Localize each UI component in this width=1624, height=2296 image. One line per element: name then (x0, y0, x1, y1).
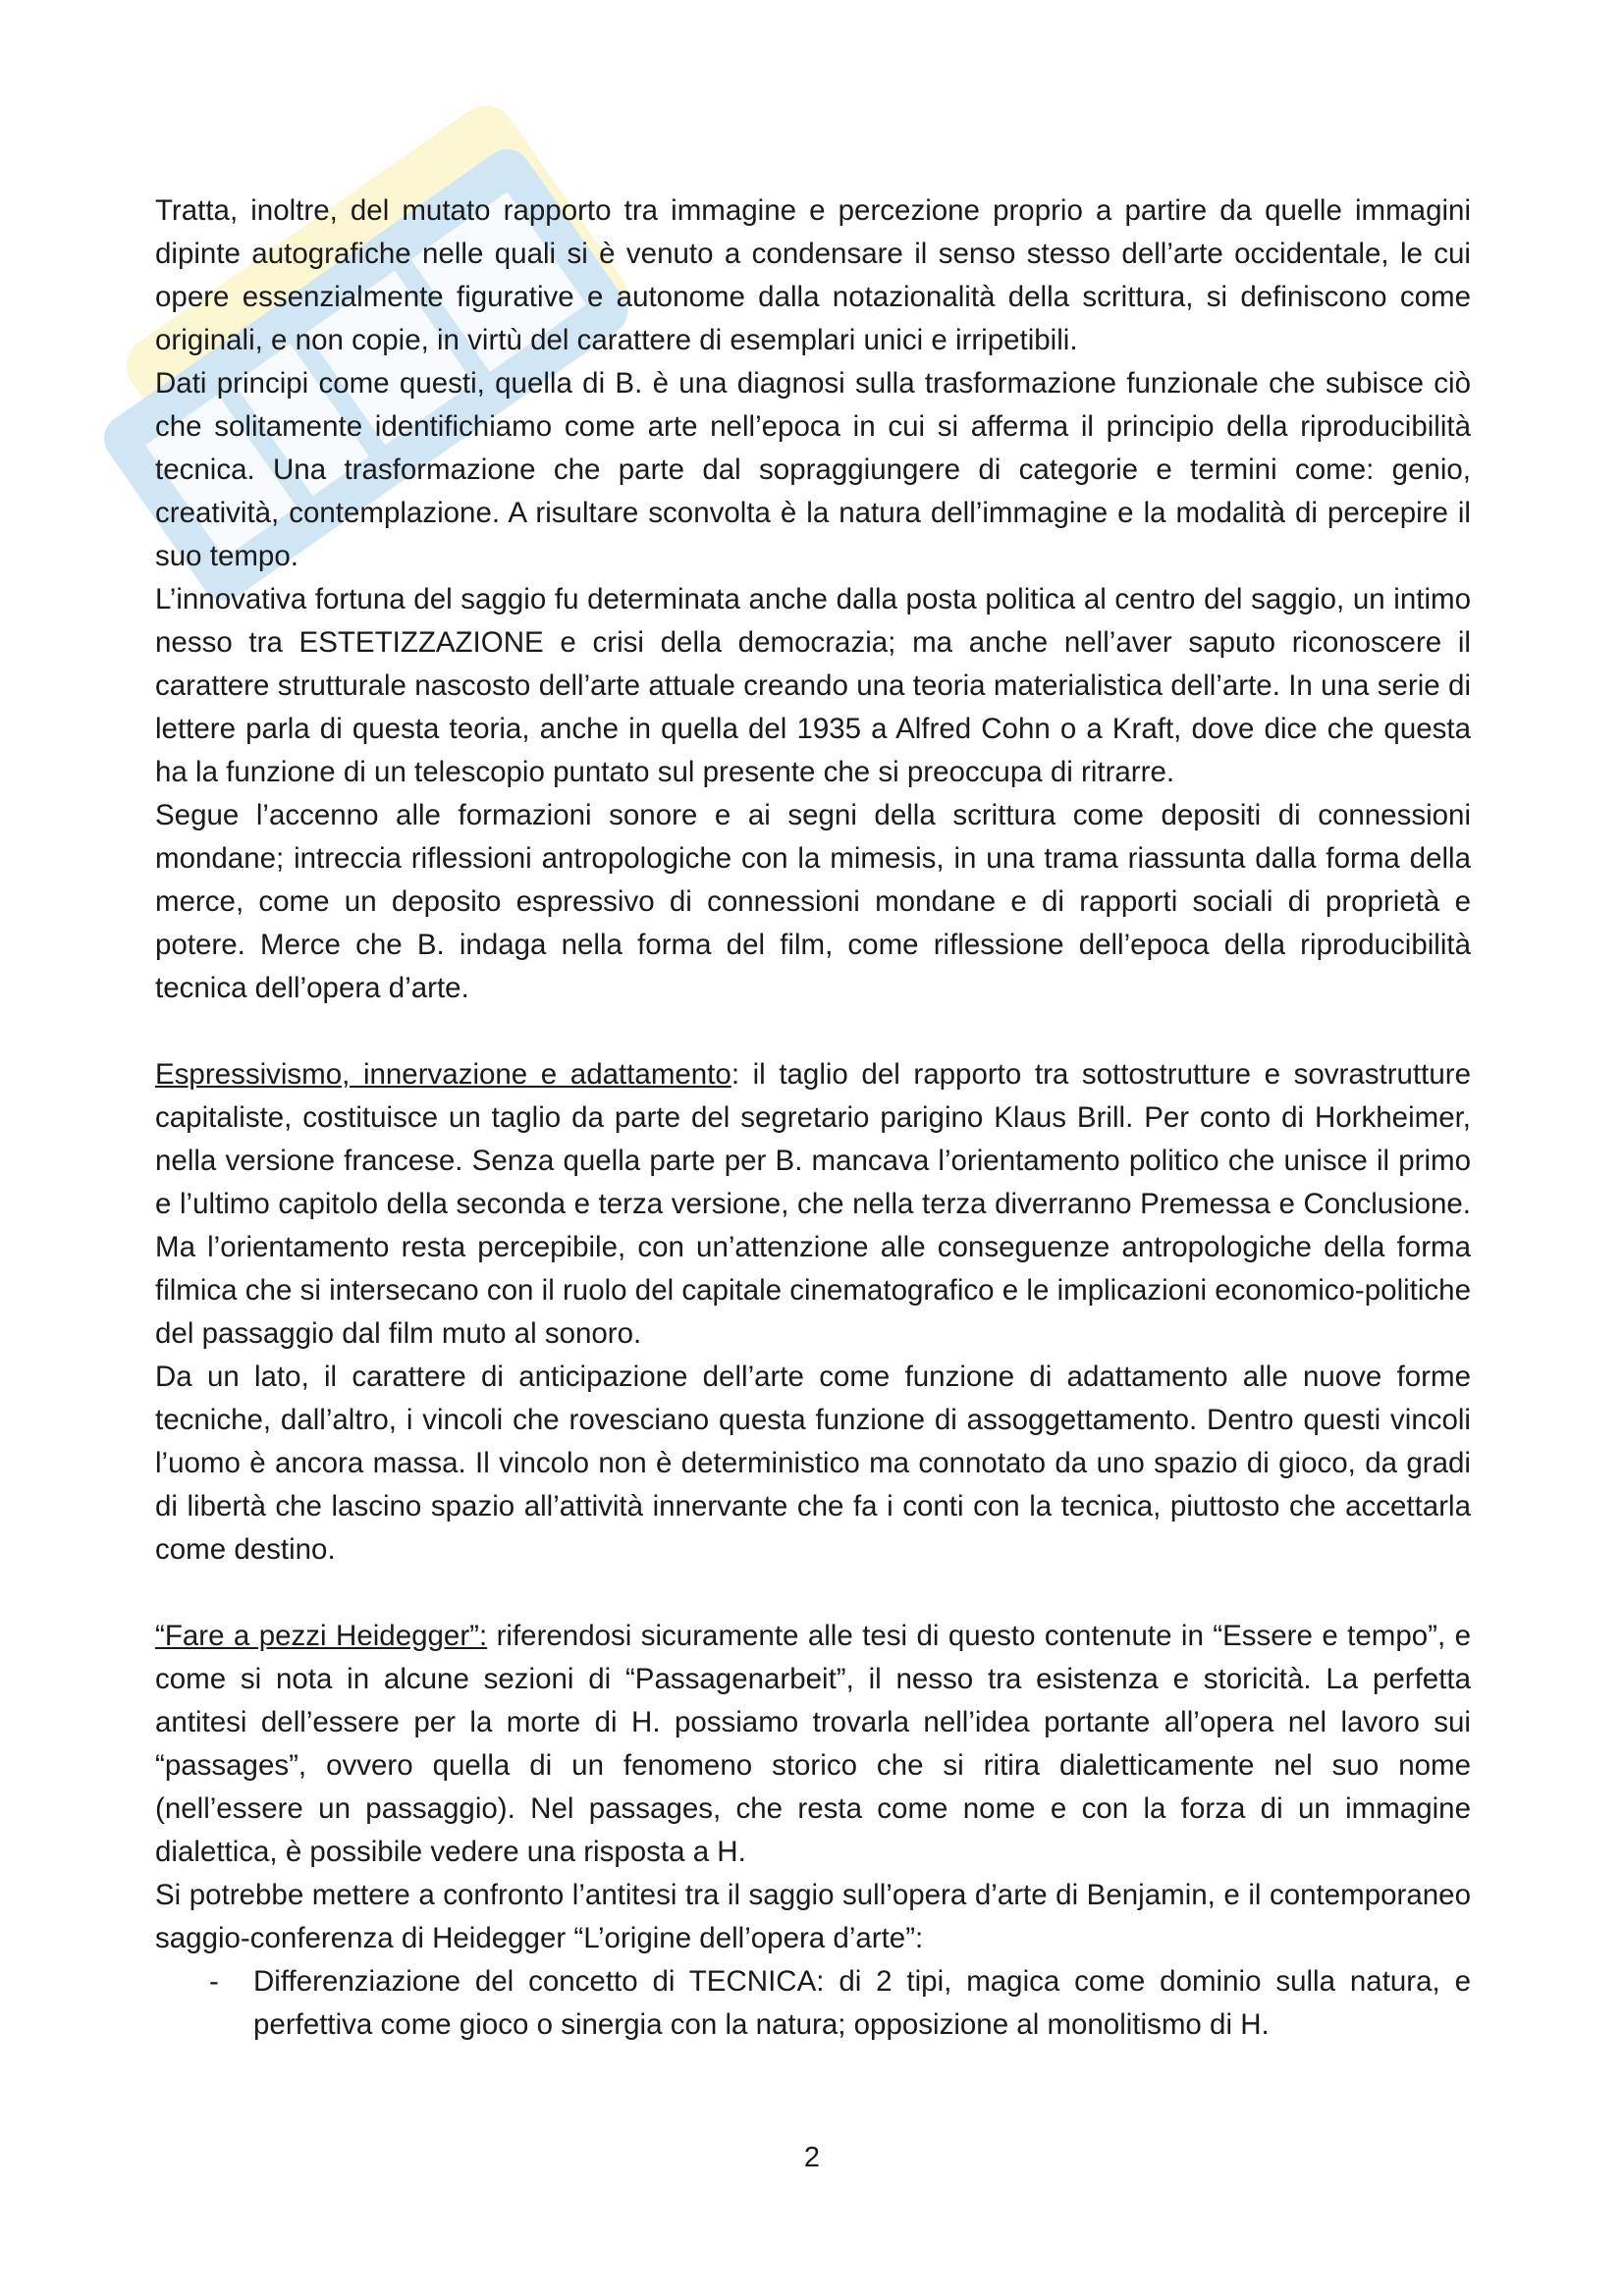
paragraph-4: Segue l’accenno alle formazioni sonore e ai segni della scrittura come depositi di connessioni mondane; intreccia riflessioni antropologiche con la mimesis, in una trama riassunta dalla forma della merce, come un deposito espressivo di connessioni mondane e di rapporti sociali di proprietà e potere. Merce che B. indaga nella forma del film, come riflessione dell’epoca della riproducibilità tecnica dell’opera d’arte. (155, 799, 1471, 1004)
paragraph-5 (155, 1053, 1471, 1356)
document-page (155, 189, 1471, 2047)
paragraph-1: Tratta, inoltre, del mutato rapporto tra immagine e percezione proprio a partire da quelle immagini dipinte autografiche nelle quali si è venuto a condensare il senso stesso dell’arte occidentale, le cui opere essenzialmente figurative e autonome dalla notazionalità della scrittura, si definiscono come originali, e non copie, in virtù del carattere di esemplari unici e irripetibili. (155, 194, 1471, 356)
paragraph-8: Si potrebbe mettere a confronto l’antitesi tra il saggio sull’opera d’arte di Benjamin, e il contemporaneo saggio-conferenza di Heidegger “L’origine dell’opera d’arte”: (155, 1879, 1471, 1954)
paragraph-3: L’innovativa fortuna del saggio fu determinata anche dalla posta politica al centro del saggio, un intimo nesso tra ESTETIZZAZIONE e crisi della democrazia; ma anche nell’aver saputo riconoscere il carattere strutturale nascosto dell’arte attuale creando una teoria materialistica dell’arte. In una serie di lettere parla di questa teoria, anche in quella del 1935 a Alfred Cohn o a Kraft, dove dice che questa ha la funzione di un telescopio puntato sul presente che si preoccupa di ritrarre. (155, 583, 1471, 788)
section-heading-heidegger: “Fare a pezzi Heidegger”: (155, 1620, 488, 1652)
paragraph-gap (155, 1010, 1471, 1053)
bullet-list (155, 1960, 1471, 2047)
paragraph-2: Dati principi come questi, quella di B. è una diagnosi sulla trasformazione funzionale che subisce ciò che solitamente identifichiamo come arte nell’epoca in cui si afferma il principio della riproducibilità tecnica. Una trasformazione che parte dal sopraggiungere di categorie e termini come: genio, creatività, contemplazione. A risultare sconvolta è la natura dell’immagine e la modalità di percepire il suo tempo. (155, 367, 1471, 572)
section-heading-espressivismo: Espressivismo, innervazione e adattamento (155, 1058, 731, 1091)
page-number: 2 (803, 2142, 821, 2173)
paragraph-7-body: riferendosi sicuramente alle tesi di questo contenute in “Essere e tempo”, e come si nota in alcune sezioni di “Passagenarbeit”, il nesso tra esistenza e storicità. La perfetta antitesi dell’essere per la morte di H. possiamo trovarla nell’idea portante all’opera nel lavoro sui “passages”, ovvero quella di un fenomeno storico che si ritira dialetticamente nel suo nome (nell’essere un passaggio). Nel passages, che resta come nome e con la forza di un immagine dialettica, è possibile vedere una risposta a H. (155, 1620, 1471, 1868)
list-item (155, 1960, 1471, 2047)
list-marker: - (209, 1965, 219, 1998)
paragraph-gap (155, 1572, 1471, 1615)
paragraph-6: Da un lato, il carattere di anticipazione dell’arte come funzione di adattamento alle nuove forme tecniche, dall’altro, i vincoli che rovesciano questa funzione di assoggettamento. Dentro questi vincoli l’uomo è ancora massa. Il vincolo non è deterministico ma connotato da uno spazio di gioco, da gradi di libertà che lascino spazio all’attività innervante che fa i conti con la tecnica, piuttosto che accettarla come destino. (155, 1361, 1471, 1566)
paragraph-5-body: : il taglio del rapporto tra sottostrutture e sovrastrutture capitaliste, costituisce un taglio da parte del segretario parigino Klaus Brill. Per conto di Horkheimer, nella versione francese. Senza quella parte per B. mancava l’orientamento politico che unisce il primo e l’ultimo capitolo della seconda e terza versione, che nella terza diverranno Premessa e Conclusione. Ma l’orientamento resta percepibile, con un’attenzione alle conseguenze antropologiche della forma filmica che si intersecano con il ruolo del capitale cinematografico e le implicazioni economico-politiche del passaggio dal film muto al sonoro. (155, 1058, 1471, 1350)
paragraph-7 (155, 1615, 1471, 1874)
list-item-text: Differenziazione del concetto di TECNICA: di 2 tipi, magica come dominio sulla natura, e perfettiva come gioco o sinergia con la natura; opposizione al monolitismo di H. (253, 1965, 1471, 2041)
